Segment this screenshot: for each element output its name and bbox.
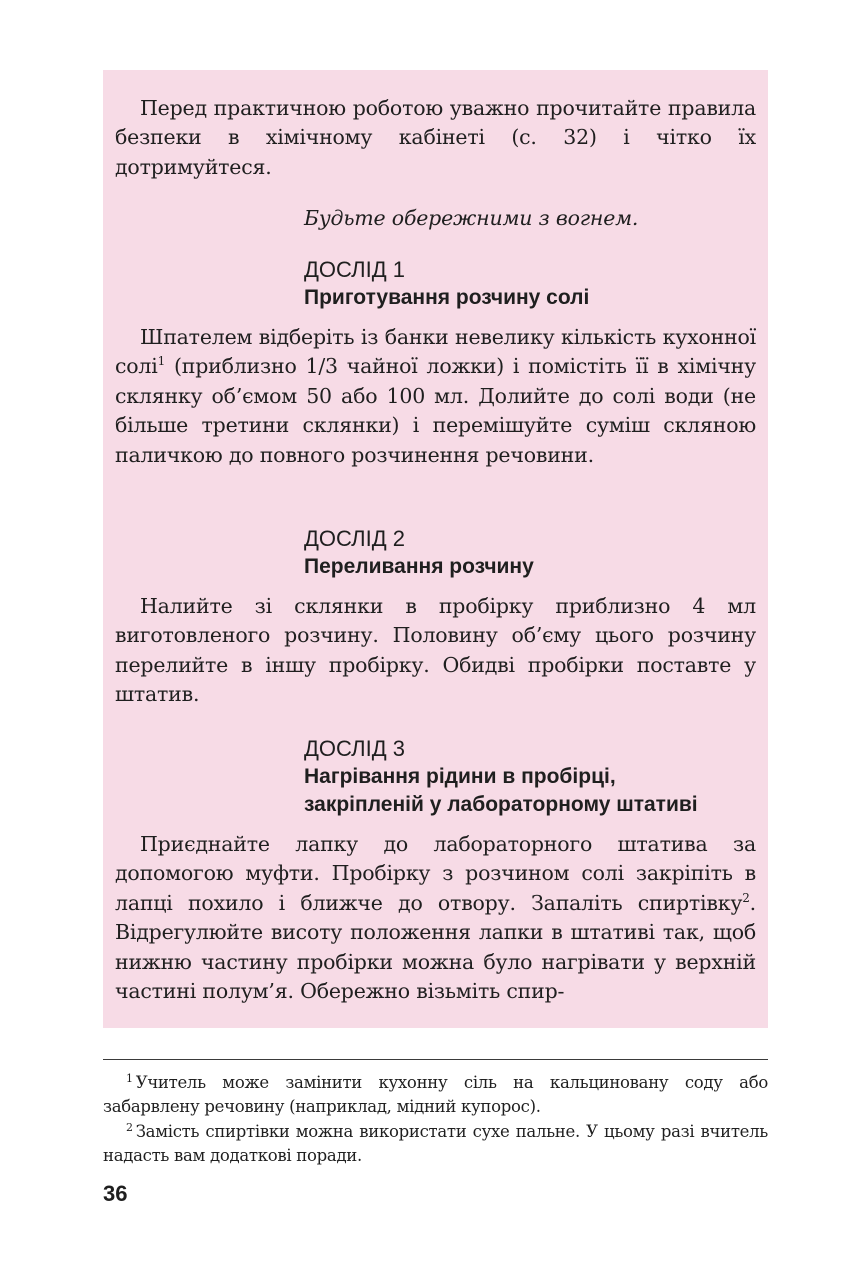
experiment-2-title: Переливання розчину <box>304 555 534 578</box>
footnote-2-text: Замість спиртівки можна використати сухе пальне. У цьому разі вчитель надасть вам додаткові поради. <box>103 1122 768 1165</box>
fire-warning: Будьте обережними з вогнем. <box>304 206 639 230</box>
experiment-3-paragraph <box>115 830 756 1006</box>
experiment-3-text-part1: Приєднайте лапку до лабораторного штатива за допомогою муфти. Пробірку з розчином солі закріпіть в лапці похило і ближче до отвору. Запаліть спиртівку <box>115 832 756 915</box>
experiment-3-title-line2: закріпленій у лабораторному штативі <box>304 793 698 816</box>
intro-paragraph <box>115 94 756 182</box>
page-number: 36 <box>103 1181 128 1206</box>
experiment-3-title <box>304 763 764 819</box>
footnote-ref-1: 1 <box>157 354 166 369</box>
experiment-1-title: Приготування розчину солі <box>304 286 590 309</box>
footnote-1 <box>103 1071 768 1119</box>
experiment-2-paragraph <box>115 592 756 710</box>
footnote-2-marker: 2 <box>126 1120 133 1134</box>
experiment-1-label: ДОСЛІД 1 <box>304 257 405 282</box>
experiment-1-text-part1: Шпателем відберіть із банки невелику кількість кухонної солі <box>115 325 756 379</box>
footnote-2 <box>103 1120 768 1168</box>
footnote-divider <box>103 1059 768 1060</box>
experiment-2-label: ДОСЛІД 2 <box>304 526 405 551</box>
footnote-1-text: Учитель може замінити кухонну сіль на кальциновану соду або забарвлену речовину (наприклад, мідний купорос). <box>103 1073 768 1116</box>
footnote-ref-2: 2 <box>742 890 750 905</box>
experiment-1-paragraph <box>115 323 756 470</box>
experiment-1-text-part2: (приблизно 1/3 чайної ложки) і помістіть її в хімічну склянку об’ємом 50 або 100 мл. Долийте до солі води (не більше третини склянки) і перемішуйте суміш скляною паличкою до повного розчинення речовини. <box>115 354 756 467</box>
footnote-1-marker: 1 <box>126 1071 133 1085</box>
experiment-3-label: ДОСЛІД 3 <box>304 736 405 761</box>
experiment-3-title-line1: Нагрівання рідини в пробірці, <box>304 765 616 788</box>
experiment-3-text-part2: . Відрегулюйте висоту положення лапки в штативі так, щоб нижню частину пробірки можна було нагрівати у верхній частині полум’я. Обережно візьміть спир- <box>115 890 756 1004</box>
experiment-2-text: Налийте зі склянки в пробірку приблизно 4 мл виготовленого розчину. Половину об’єму цього розчину перелийте в іншу пробірку. Обидві пробірки поставте у штатив. <box>115 594 756 707</box>
intro-text: Перед практичною роботою уважно прочитайте правила безпеки в хімічному кабінеті (с. 32) і чітко їх дотримуйтеся. <box>115 96 756 179</box>
